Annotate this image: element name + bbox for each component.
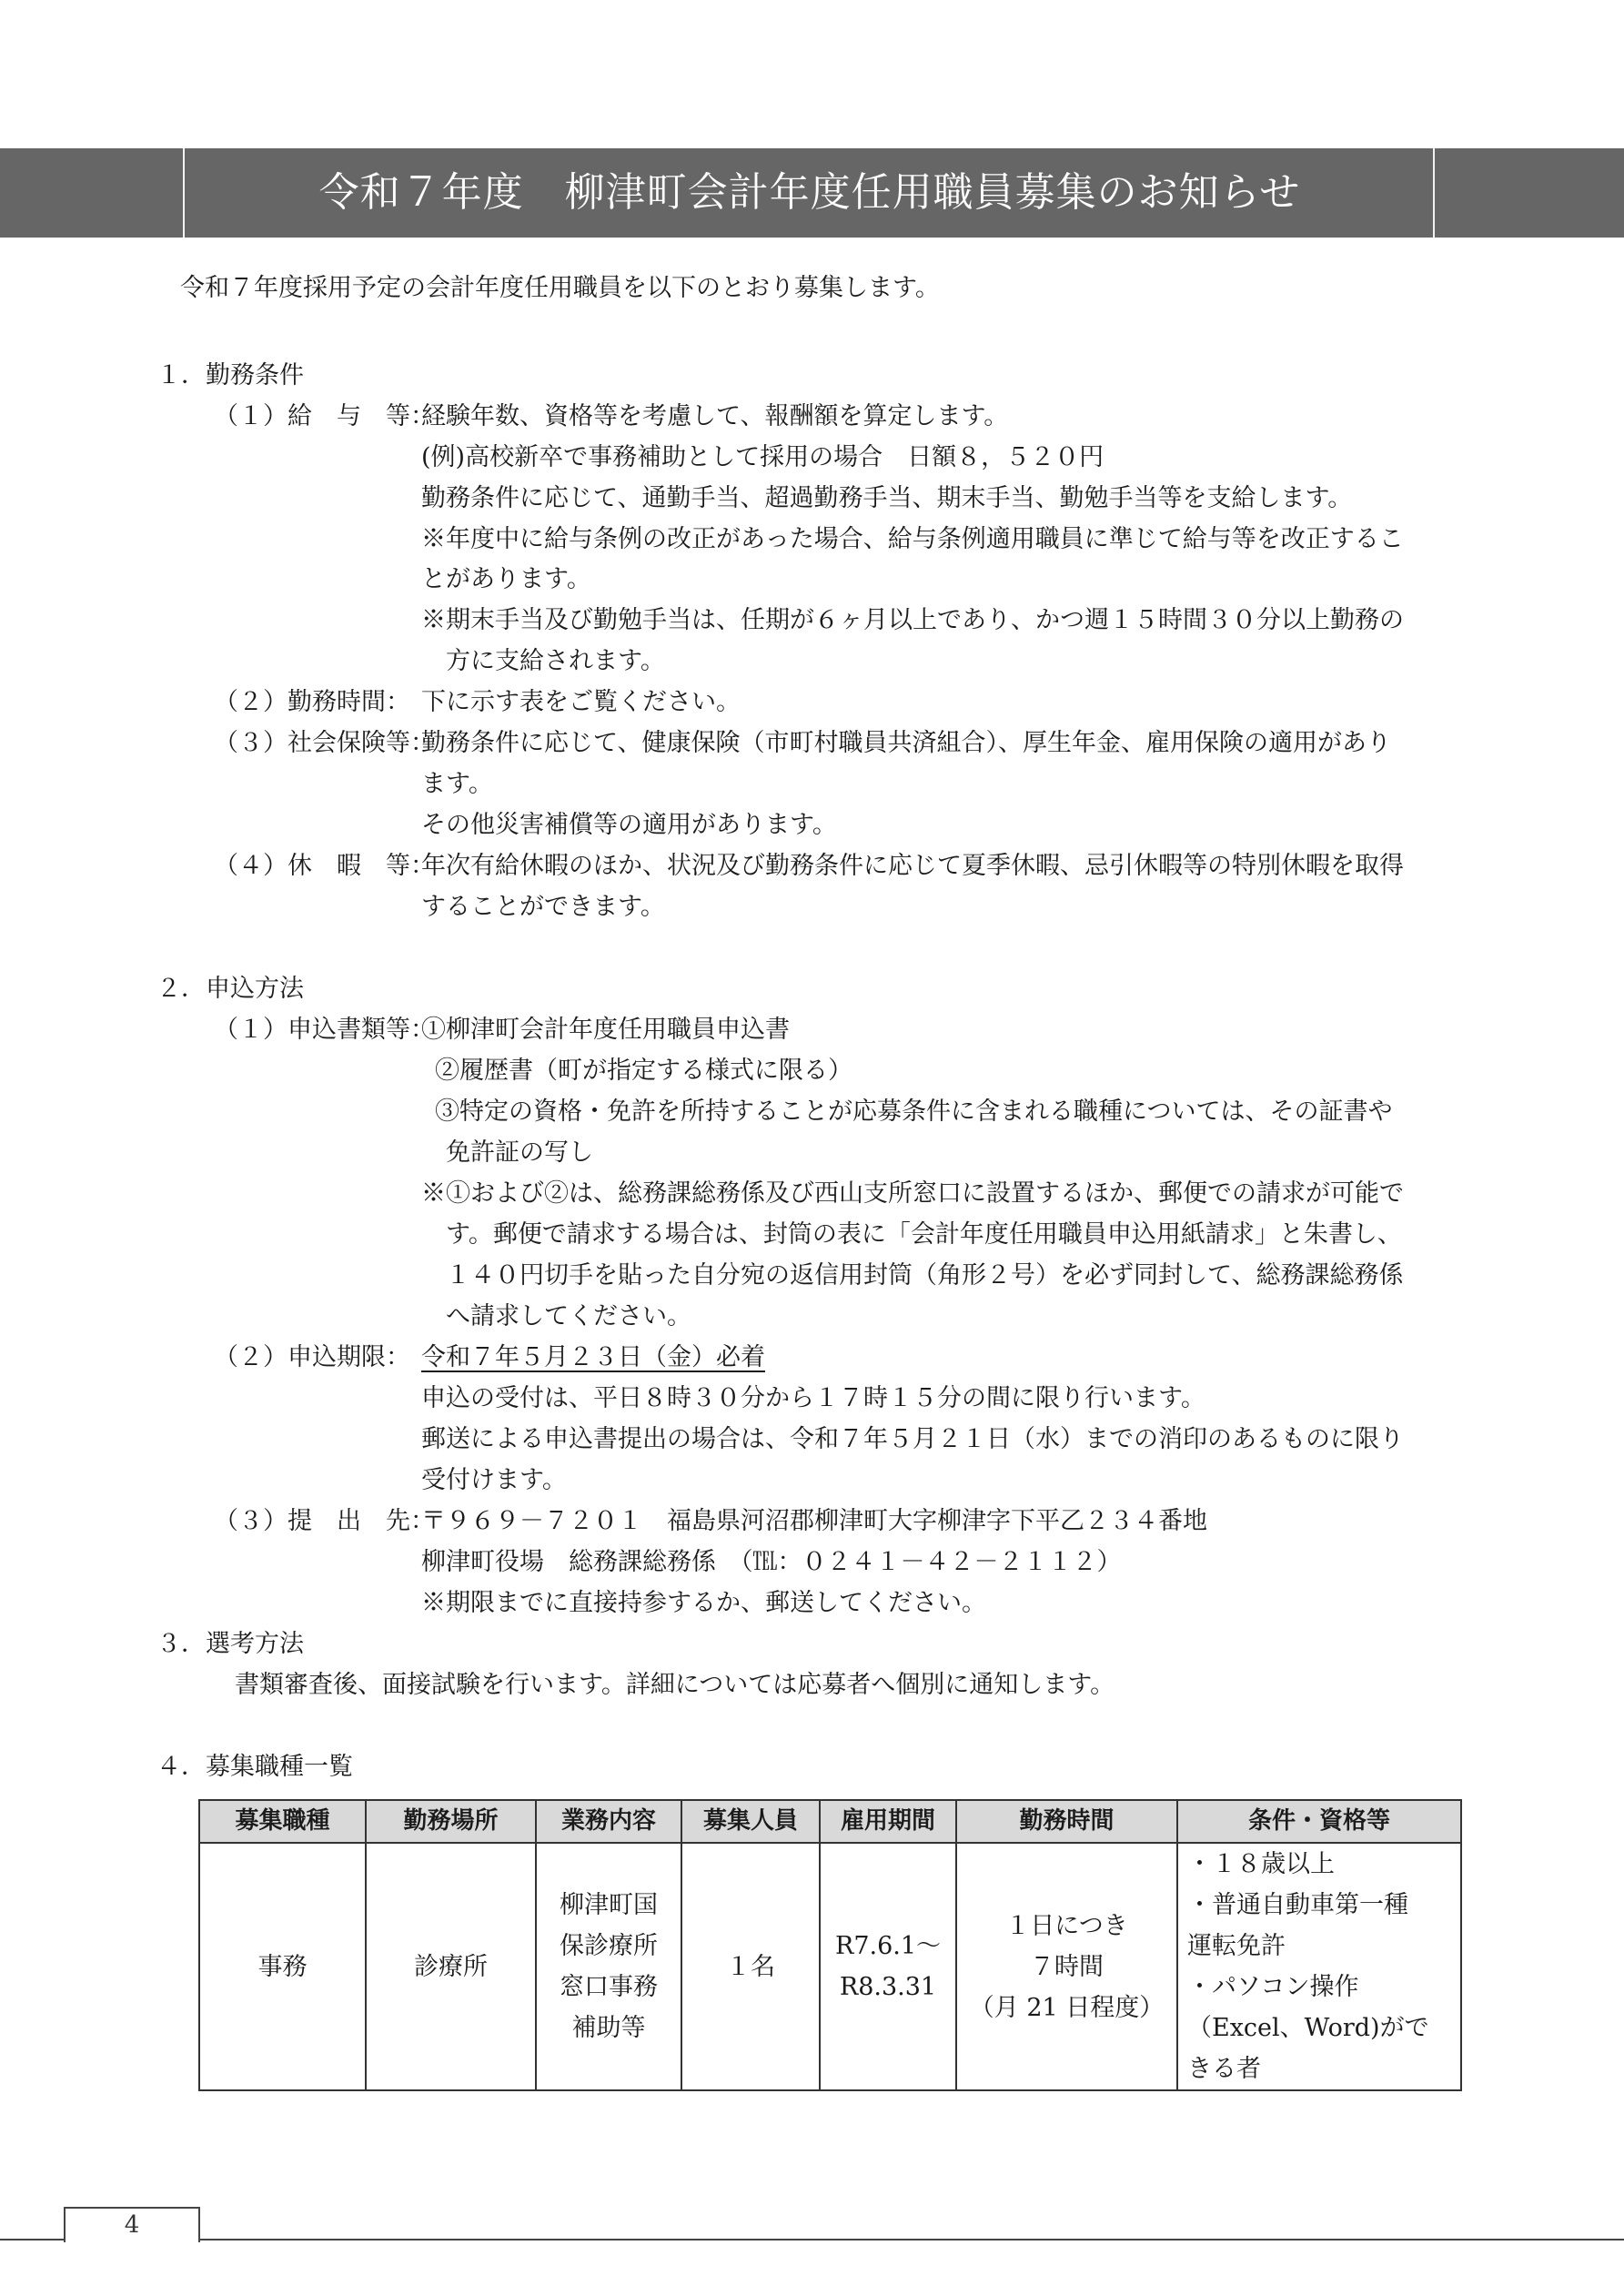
documents-line: ※①および②は、総務課総務係及び西山支所窓口に設置するほか、郵便での請求が可能で <box>421 1179 1404 1208</box>
hours-line: （月 21 日程度） <box>969 1993 1165 2022</box>
conditions-line: ・１８歳以上 <box>1187 1850 1335 1878</box>
insurance-line: 勤務条件に応じて、健康保険（市町村職員共済組合）、厚生年金、雇用保険の適用があり <box>421 729 1391 757</box>
deadline-line: 申込の受付は、平日８時３０分から１７時１５分の間に限り行います。 <box>421 1384 1205 1412</box>
insurance-line: その他災害補償等の適用があります。 <box>421 811 837 839</box>
cell-period <box>820 1843 956 2090</box>
submit-line: 〒９６９－７２０１ 福島県河沼郡柳津町大字柳津字下平乙２３４番地 <box>421 1507 1207 1535</box>
hours-label: （２）勤務時間： <box>214 688 410 716</box>
duties-line: 補助等 <box>571 2014 646 2042</box>
documents-line: １４０円切手を貼った自分宛の返信用封筒（角形２号）を必ず同封して、総務課総務係 <box>446 1261 1404 1290</box>
job-table <box>198 1799 1462 2091</box>
column-header: 業務内容 <box>536 1800 681 1843</box>
conditions-line: （Excel、Word)がで <box>1187 2014 1429 2042</box>
cell-hours <box>956 1843 1177 2090</box>
documents-line: へ請求してください。 <box>446 1302 691 1330</box>
conditions-line: 運転免許 <box>1187 1932 1286 1960</box>
deadline-date: 令和７年５月２３日（金）必着 <box>421 1343 765 1371</box>
pay-line: (例)高校新卒で事務補助として採用の場合 日額８，５２０円 <box>421 443 1105 471</box>
page-number: 4 <box>124 2211 140 2239</box>
table-header-row <box>199 1800 1461 1843</box>
column-header: 勤務場所 <box>366 1800 536 1843</box>
submit-line: ※期限までに直接持参するか、郵送してください。 <box>421 1589 986 1617</box>
submit-line: 柳津町役場 総務課総務係 （℡：０２４１－４２－２１１２） <box>421 1548 1122 1576</box>
duties-line: 保診療所 <box>560 1932 658 1960</box>
leave-line: 年次有給休暇のほか、状況及び勤務条件に応じて夏季休暇、忌引休暇等の特別休暇を取得 <box>421 852 1404 880</box>
conditions-line: ・普通自動車第一種 <box>1187 1891 1408 1919</box>
hours-text: 下に示す表をご覧ください。 <box>421 688 741 716</box>
duties-line: 柳津町国 <box>560 1891 658 1919</box>
column-header: 条件・資格等 <box>1177 1800 1461 1843</box>
pay-line: ※期末手当及び勤勉手当は、任期が６ヶ月以上であり、かつ週１５時間３０分以上勤務の <box>421 606 1404 634</box>
section4-heading: ４．募集職種一覧 <box>156 1753 353 1781</box>
leave-line: することができます。 <box>421 893 665 921</box>
documents-line: ②履歴書（町が指定する様式に限る） <box>435 1057 852 1085</box>
deadline-line: 郵送による申込書提出の場合は、令和７年５月２１日（水）までの消印のあるものに限り <box>421 1425 1404 1453</box>
pay-line: ※年度中に給与条例の改正があった場合、給与条例適用職員に準じて給与等を改正するこ <box>421 525 1404 553</box>
period-line: R8.3.31 <box>839 1973 937 2001</box>
conditions-line: きる者 <box>1187 2055 1261 2083</box>
duties-line: 窓口事務 <box>560 1973 658 2001</box>
documents-label: （１）申込書類等： <box>214 1016 435 1044</box>
column-header: 雇用期間 <box>820 1800 956 1843</box>
pay-label: （１）給 与 等： <box>214 402 435 430</box>
pay-line: 経験年数、資格等を考慮して、報酬額を算定します。 <box>421 402 1009 430</box>
cell-job: 事務 <box>199 1843 366 2090</box>
documents-line: ①柳津町会計年度任用職員申込書 <box>421 1016 790 1044</box>
deadline-line: 受付けます。 <box>421 1466 567 1494</box>
period-line: R7.6.1～ <box>834 1932 942 1960</box>
section3-text: 書類審査後、面接試験を行います。詳細については応募者へ個別に通知します。 <box>235 1671 1115 1699</box>
pay-line: 方に支給されます。 <box>446 647 665 675</box>
column-header: 勤務時間 <box>956 1800 1177 1843</box>
cell-conditions <box>1177 1843 1461 2090</box>
page-title: 令和７年度 柳津町会計年度任用職員募集のお知らせ <box>318 169 1301 216</box>
leave-label: （４）休 暇 等： <box>214 852 435 880</box>
deadline-label: （２）申込期限： <box>214 1343 410 1371</box>
table-row <box>199 1843 1461 2090</box>
hours-line: ７時間 <box>1030 1952 1104 1981</box>
documents-line: す。郵便で請求する場合は、封筒の表に「会計年度任用職員申込用紙請求」と朱書し、 <box>446 1220 1402 1249</box>
section3-heading: ３．選考方法 <box>156 1630 304 1658</box>
documents-line: ③特定の資格・免許を所持することが応募条件に含まれる職種については、その証書や <box>435 1097 1393 1126</box>
column-header: 募集職種 <box>199 1800 366 1843</box>
pay-line: とがあります。 <box>421 565 591 593</box>
conditions-line: ・パソコン操作 <box>1187 1973 1359 2001</box>
insurance-line: ます。 <box>421 770 493 798</box>
title-banner <box>0 148 1624 238</box>
column-header: 募集人員 <box>681 1800 820 1843</box>
cell-count: １名 <box>681 1843 820 2090</box>
pay-line: 勤務条件に応じて、通勤手当、超過勤務手当、期末手当、勤勉手当等を支給します。 <box>421 484 1353 512</box>
footer-rule <box>0 2239 1624 2240</box>
insurance-label: （３）社会保険等： <box>214 729 435 757</box>
documents-line: 免許証の写し <box>446 1138 593 1167</box>
section2-heading: ２．申込方法 <box>156 975 304 1003</box>
cell-place: 診療所 <box>366 1843 536 2090</box>
submit-label: （３）提 出 先： <box>214 1507 435 1535</box>
hours-line: １日につき <box>1005 1911 1128 1940</box>
cell-duties <box>536 1843 681 2090</box>
section1-heading: １．勤務条件 <box>156 361 304 389</box>
intro-text: 令和７年度採用予定の会計年度任用職員を以下のとおり募集します。 <box>180 274 940 302</box>
banner-divider-right <box>1433 148 1435 238</box>
